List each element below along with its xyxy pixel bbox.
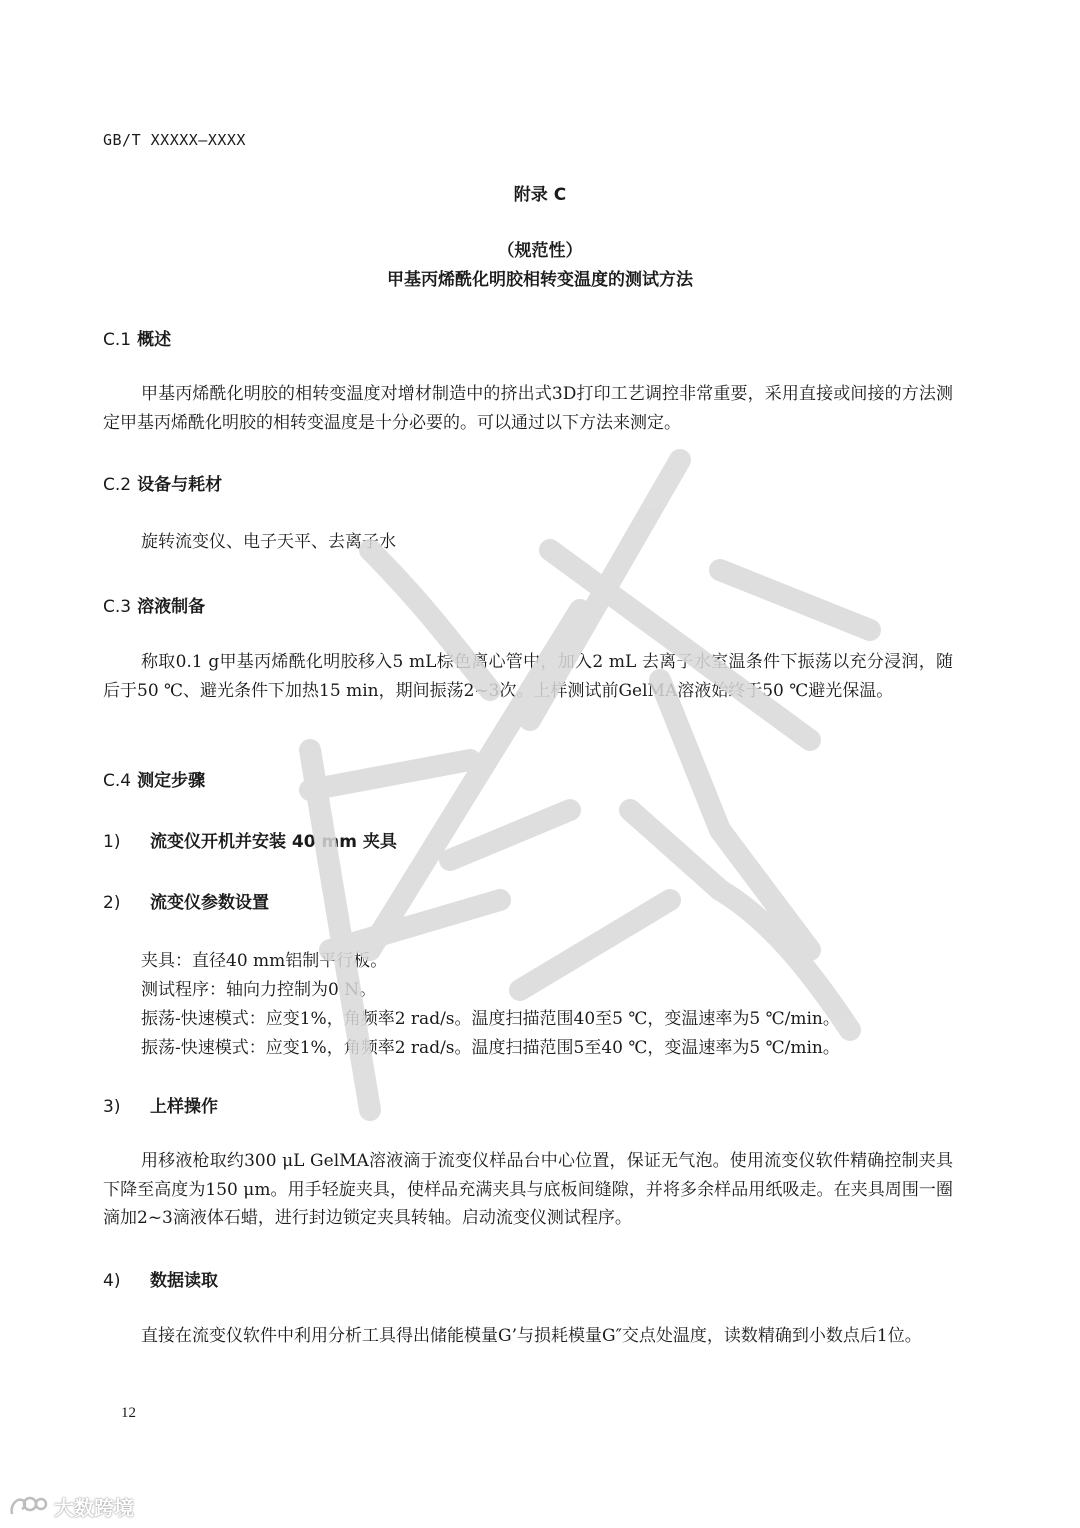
setting-line: 夹具：直径40 mm铝制平行板。 — [141, 951, 388, 971]
reading-paragraph: 直接在流变仪软件中利用分析工具得出储能模量G’与损耗模量G″交点处温度，读数精确到小数点后1位。 — [141, 1326, 922, 1346]
setting-line: 测试程序：轴向力控制为0 N。 — [141, 980, 377, 1000]
brand-logo-icon — [8, 1492, 48, 1520]
setting-line: 振荡-快速模式：应变1%，角频率2 rad/s。温度扫描范围5至40 ℃，变温速率为5 ℃/min。 — [141, 1038, 840, 1058]
appendix-title: 附录 C — [513, 185, 567, 205]
equipment-paragraph: 旋转流变仪、电子天平、去离子水 — [141, 532, 396, 552]
brand-watermark — [8, 1490, 134, 1522]
overview-paragraph: 甲基丙烯酰化明胶的相转变温度对增材制造中的挤出式3D打印工艺调控非常重要，采用直接或间接的方法测定甲基丙烯酰化明胶的相转变温度是十分必要的。可以通过以下方法来测定。 — [103, 384, 953, 433]
solution-paragraph: 称取0.1 g甲基丙烯酰化明胶移入5 mL棕色离心管中，加入2 mL 去离子水室温条件下振荡以充分浸润，随后于50 ℃、避光条件下加热15 min，期间振荡2~3次。上样测试前GelMA溶液始终于50 ℃避光保温。 — [103, 652, 953, 701]
section-title: 概述 — [137, 330, 172, 350]
step-number: 2) — [103, 893, 121, 913]
section-heading-c4 — [103, 766, 205, 791]
step-title: 上样操作 — [150, 1097, 218, 1117]
step-4 — [103, 1266, 218, 1291]
brand-text: 大数跨境 — [54, 1495, 134, 1520]
section-title: 溶液制备 — [137, 597, 206, 617]
section-title: 设备与耗材 — [137, 475, 223, 495]
section-heading-c3 — [103, 592, 205, 617]
step-2 — [103, 888, 269, 913]
section-number: C.4 — [103, 771, 132, 791]
section-number: C.2 — [103, 475, 132, 495]
step-number: 3) — [103, 1097, 121, 1117]
step-1 — [103, 827, 397, 852]
section-number: C.3 — [103, 597, 132, 617]
page-number: 12 — [121, 1405, 136, 1421]
section-heading-c1 — [103, 325, 171, 350]
setting-line: 振荡-快速模式：应变1%，角频率2 rad/s。温度扫描范围40至5 ℃，变温速率为5 ℃/min。 — [141, 1009, 840, 1029]
step-3 — [103, 1092, 218, 1117]
appendix-name: 甲基丙烯酰化明胶相转变温度的测试方法 — [387, 270, 693, 290]
appendix-type: （规范性） — [497, 241, 583, 261]
section-heading-c2 — [103, 470, 222, 495]
standard-code: GB/T XXXXX—XXXX — [103, 131, 246, 149]
step-number: 1) — [103, 832, 121, 852]
step-title: 流变仪参数设置 — [150, 893, 269, 913]
step-title: 数据读取 — [150, 1271, 218, 1291]
section-title: 测定步骤 — [137, 771, 206, 791]
loading-paragraph: 用移液枪取约300 μL GelMA溶液滴于流变仪样品台中心位置，保证无气泡。使用流变仪软件精确控制夹具下降至高度为150 μm。用手轻旋夹具，使样品充满夹具与底板间缝隙，并将多余样品用纸吸走。在夹具周围一圈滴加2~3滴液体石蜡，进行封边锁定夹具转轴。启动流变仪测试程序。 — [103, 1151, 953, 1228]
step-number: 4) — [103, 1271, 121, 1291]
step-title: 流变仪开机并安装 40 mm 夹具 — [150, 832, 397, 852]
section-number: C.1 — [103, 330, 132, 350]
